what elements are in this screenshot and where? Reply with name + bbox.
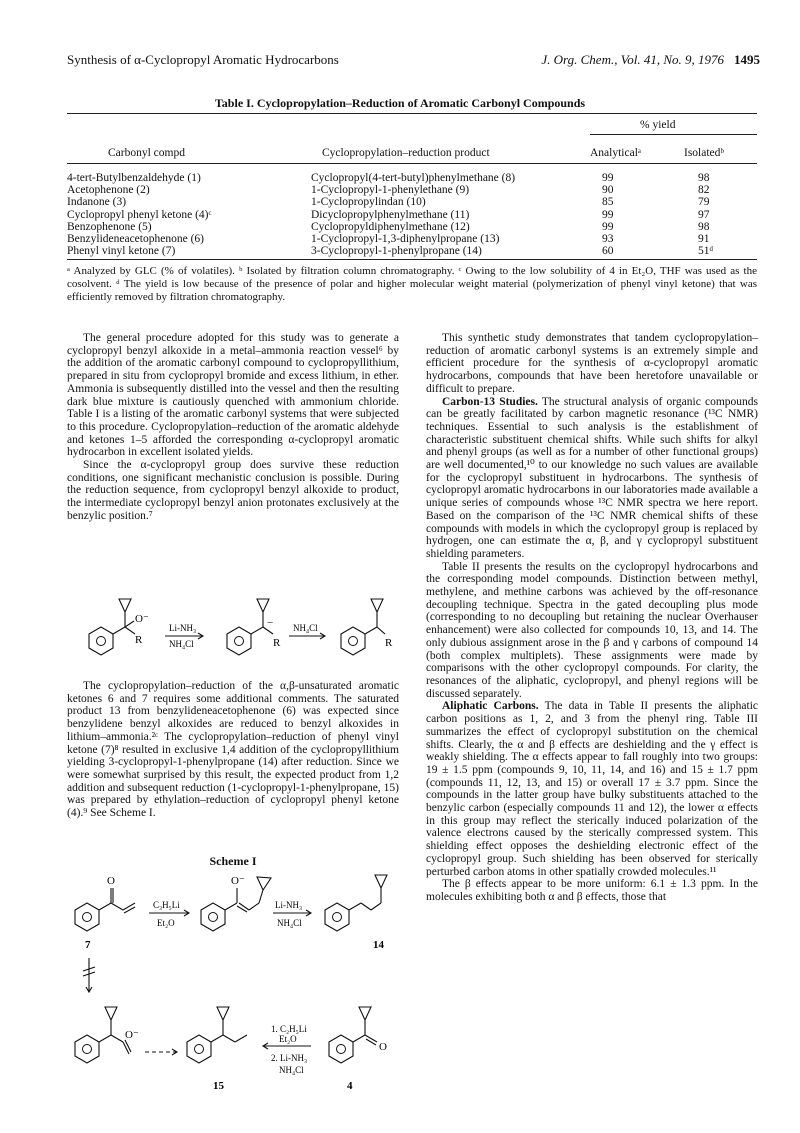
journal-citation — [541, 52, 760, 68]
table-col-header: Analyticalᵃ — [590, 147, 642, 159]
page-number: 1495 — [734, 52, 760, 67]
table-caption: Table I. Cyclopropylation–Reduction of Aromatic Carbonyl Compounds — [214, 96, 586, 110]
paragraph: The general procedure adopted for this study was to generate a cyclopropyl benzyl alkoxide in a metal–ammonia reaction vessel⁶ by the addition of the aromatic carbonyl compound to cyclopropyllithium, prepared in situ from cyclopropyl bromide and excess lithium, in ether. Ammonia is subsequently distilled into the vessel and then the resulting dark blue mixture is cautiously quenched with ammonium chloride. Table I is a listing of the aromatic carbonyl systems that were subjected to this procedure. Cyclopropylation–reduction of the aromatic aldehyde and ketones 1–5 afforded the corresponding α-cyclopropyl aromatic hydrocarbon in excellent isolated yields. — [67, 332, 399, 459]
section-heading: Carbon-13 Studies. — [442, 395, 538, 408]
table-cell: 98 — [698, 220, 710, 233]
compound-number: 7 — [85, 939, 91, 951]
reagent-label: Li-NH₃ — [169, 623, 197, 633]
oxide-label: O⁻ — [125, 1029, 139, 1041]
reagent-label: 2. Li-NH₃ — [271, 1053, 308, 1063]
cyclopropyl-ring — [371, 599, 383, 612]
table-row — [67, 209, 757, 221]
table-cell: 98 — [698, 172, 710, 184]
table-cell: 4-tert-Butylbenzaldehyde (1) — [67, 172, 201, 184]
paragraph: This synthetic study demonstrates that tandem cyclopropylation–reduction of aromatic carbonyl systems is an extremely simple and efficient procedure for the synthesis of α-cyclopropyl aromatic hydrocarbons, compounds that have been heretofore unavailable or difficult to prepare. — [426, 332, 758, 395]
r-group-label: R — [273, 637, 281, 649]
table-cell: 90 — [602, 184, 614, 197]
table-cell: 93 — [602, 232, 614, 245]
compound-number: 14 — [373, 939, 384, 951]
paragraph: Since the α-cyclopropyl group does survive these reduction conditions, one significant mechanistic conclusion is possible. During the reduction sequence, from cyclopropyl benzyl alkoxide to product, the intermediate cyclopropyl benzyl anion protonates exclusively at the benzylic position.⁷ — [67, 459, 399, 522]
paragraph-text: The data in Table II presents the aliphatic carbon positions as 1, 2, and 3 from the phenyl ring. Table III summarizes the effect of cyclopropyl substitution on the chemical shifts. Clearly, the α and β effects are deshielding and the γ effect is weakly shielding. The α effects appear to fall roughly into two groups: 19 ± 1.5 ppm (compounds 9, 10, 11, 14, and 16) and 15 ± 1.7 ppm (compounds 11, 12, 13, and 15) or overall 17 ± 3.7 ppm. Since the compounds in the latter group have bulky substituents attached to the benzylic carbon (especially compounds 11 and 12), the lower α effects in this group may reflect the sterically induced polarization of the valence electrons caused by the sterically compressed system. This shielding effect opposes the deshielding electronic effect of the cyclopropyl group. Such shielding has been observed for sterically perturbed carbon atoms in other spatially crowded molecules.¹¹ — [426, 700, 759, 878]
table-cell: 91 — [698, 232, 710, 245]
table-cell: Indanone (3) — [67, 196, 127, 209]
table-cell: 60 — [602, 245, 614, 258]
table-cell: 1-Cyclopropyl-1,3-diphenylpropane (13) — [311, 232, 500, 245]
carbonyl-label: O — [107, 875, 115, 887]
table-row — [67, 233, 757, 245]
table-col-header: Cyclopropylation–reduction product — [322, 147, 490, 159]
table-cell: 82 — [698, 184, 710, 197]
paragraph — [426, 396, 758, 561]
compound-number: 4 — [347, 1080, 353, 1092]
journal-name: J. Org. Chem., Vol. 41, No. 9, 1976 — [541, 52, 724, 67]
table-cell: 1-Cyclopropyl-1-phenylethane (9) — [311, 184, 470, 197]
running-title: Synthesis of α-Cyclopropyl Aromatic Hydrocarbons — [67, 52, 339, 67]
oxide-label: O⁻ — [231, 875, 245, 887]
table-cell: Phenyl vinyl ketone (7) — [67, 245, 176, 258]
benzene-ring — [341, 627, 365, 655]
reagent-label: Et₂O — [157, 918, 175, 928]
table-cell: 51ᵈ — [698, 245, 714, 258]
table-cell: Cyclopropyl phenyl ketone (4)ᶜ — [67, 208, 212, 221]
benzene-ring — [89, 627, 113, 655]
r-group-label: R — [385, 637, 393, 649]
table-cell: 3-Cyclopropyl-1-phenylpropane (14) — [311, 245, 482, 258]
reagent-label: NH₄Cl — [293, 623, 318, 633]
table-cell: 99 — [602, 208, 614, 221]
table-group-header: % yield — [640, 119, 676, 131]
table-col-header: Carbonyl compd — [108, 147, 185, 159]
r-group-label: R — [135, 634, 143, 646]
scheme-1-diagram — [67, 866, 399, 1116]
table-col-header: Isolatedᵇ — [684, 147, 724, 159]
table-group-rule — [590, 134, 757, 135]
reduction-equation — [67, 588, 399, 672]
table-body — [67, 172, 757, 257]
cyclopropyl-ring — [257, 599, 269, 612]
table-cell: 85 — [602, 196, 614, 209]
table-row — [67, 221, 757, 233]
table-cell: Acetophenone (2) — [67, 184, 150, 197]
table-row — [67, 172, 757, 184]
oxide-label: O⁻ — [135, 613, 149, 625]
reagent-label: Et₂O — [279, 1034, 297, 1044]
cyclopropyl-ring — [119, 599, 131, 612]
reagent-label: 1. C₂H₅Li — [271, 1024, 307, 1034]
paragraph: The cyclopropylation–reduction of the α,β-unsaturated aromatic ketones 6 and 7 requires some additional comments. The saturated product 13 from benzylideneacetophenone (6) was expected since benzylidene benzyl alkoxides are reduced to benzyl alkoxides in lithium–ammonia.²ᶜ The cyclopropylation–reduction of phenyl vinyl ketone (7)⁸ resulted in exclusive 1,4 addition of the cyclopropyllithium yielding 3-cyclopropyl-1-phenylpropane (14) after reduction. Since we were somewhat surprised by this result, the expected product from 1,2 addition and subsequent reduction (1-cyclopropyl-1-phenylpropane, 15) was prepared by ethylation–reduction of cyclopropyl phenyl ketone (4).⁹ See Scheme I. — [67, 680, 399, 820]
table-row — [67, 184, 757, 196]
scheme-title: Scheme I — [209, 854, 257, 868]
paragraph: The β effects appear to be more uniform: 6.1 ± 1.3 ppm. In the molecules exhibiting both α and β effects, those that — [426, 878, 758, 903]
table-cell: 97 — [698, 208, 710, 221]
section-heading: Aliphatic Carbons. — [442, 700, 539, 713]
left-column-bottom — [67, 680, 399, 820]
reagent-label: Li-NH₃ — [275, 900, 303, 910]
table-cell: 99 — [602, 172, 614, 184]
table-bottom-rule — [67, 259, 757, 260]
table-footnote: ᵃ Analyzed by GLC (% of volatiles). ᵇ Isolated by filtration column chromatography. ᶜ Owing to the low solubility of 4 in Et₂O, THF was used as the cosolvent. ᵈ The yield is low because of the presence of polar and higher molecular weight material (polymerization of phenyl vinyl ketone) that was efficiently removed by filtration chromatography. — [67, 265, 757, 303]
reagent-label: NH₄Cl — [277, 918, 302, 928]
table-row — [67, 245, 757, 257]
table-cell: Benzylideneacetophenone (6) — [67, 232, 204, 245]
paragraph: Table II presents the results on the cyclopropyl hydrocarbons and the corresponding model compounds. Distinction between methyl, methylene, and methine carbons was achieved by the off-resonance decoupling technique. Spectra in the gated decoupling plus mode (corresponding to no decoupling but retaining the nuclear Overhauser enhancement) were also collected for compounds 10, 13, and 14. The only dubious assignment arose in the β and γ carbons of compound 14 (both complex multiplets). These assignments were made by comparisons with the other cyclopropyl compounds. For clarity, the resonances of the aliphatic, cyclopropyl, and phenyl regions will be discussed separately. — [426, 560, 758, 700]
right-column — [426, 332, 758, 904]
reagent-label: NH₄Cl — [169, 639, 194, 649]
table-header-rule — [67, 163, 757, 164]
table-cell: Dicyclopropylphenylmethane (11) — [311, 208, 470, 221]
reagent-label: C₃H₅Li — [153, 900, 180, 910]
paragraph-text: The structural analysis of organic compounds can be greatly facilitated by carbon magnetic resonance (¹³C NMR) techniques. Essential to such analysis is the establishment of characteristic substituent chemical shifts. While such shifts for alkyl and phenyl groups (as well as for a number of other functional groups) are well documented,¹⁰ to our knowledge no such values are available for the cyclopropyl substituent in hydrocarbons. The synthesis of cyclopropyl aromatic hydrocarbons in our laboratories made available a unique series of compounds whose ¹³C NMR spectra we here report. Based on the comparison of the ¹³C NMR chemical shifts of these compounds with models in which the cyclopropyl group is replaced by hydrogen, one can estimate the α, β, and γ cyclopropyl substituent shielding parameters. — [426, 395, 759, 560]
table-cell: 99 — [602, 220, 614, 233]
compound-number: 15 — [213, 1080, 224, 1092]
benzene-ring — [227, 627, 251, 655]
anion-label: − — [267, 617, 274, 629]
table-cell: 79 — [698, 196, 710, 209]
table-row — [67, 196, 757, 208]
reagent-label: NH₄Cl — [279, 1065, 304, 1075]
table-cell: 1-Cyclopropylindan (10) — [311, 196, 426, 209]
left-column-top — [67, 332, 399, 523]
carbonyl-label: O — [379, 1041, 387, 1053]
table-cell: Cyclopropyldiphenylmethane (12) — [311, 220, 470, 233]
table-top-rule — [67, 113, 757, 114]
table-cell: Benzophenone (5) — [67, 220, 152, 233]
table-cell: Cyclopropyl(4-tert-butyl)phenylmethane (8) — [311, 172, 516, 184]
paragraph — [426, 700, 758, 878]
